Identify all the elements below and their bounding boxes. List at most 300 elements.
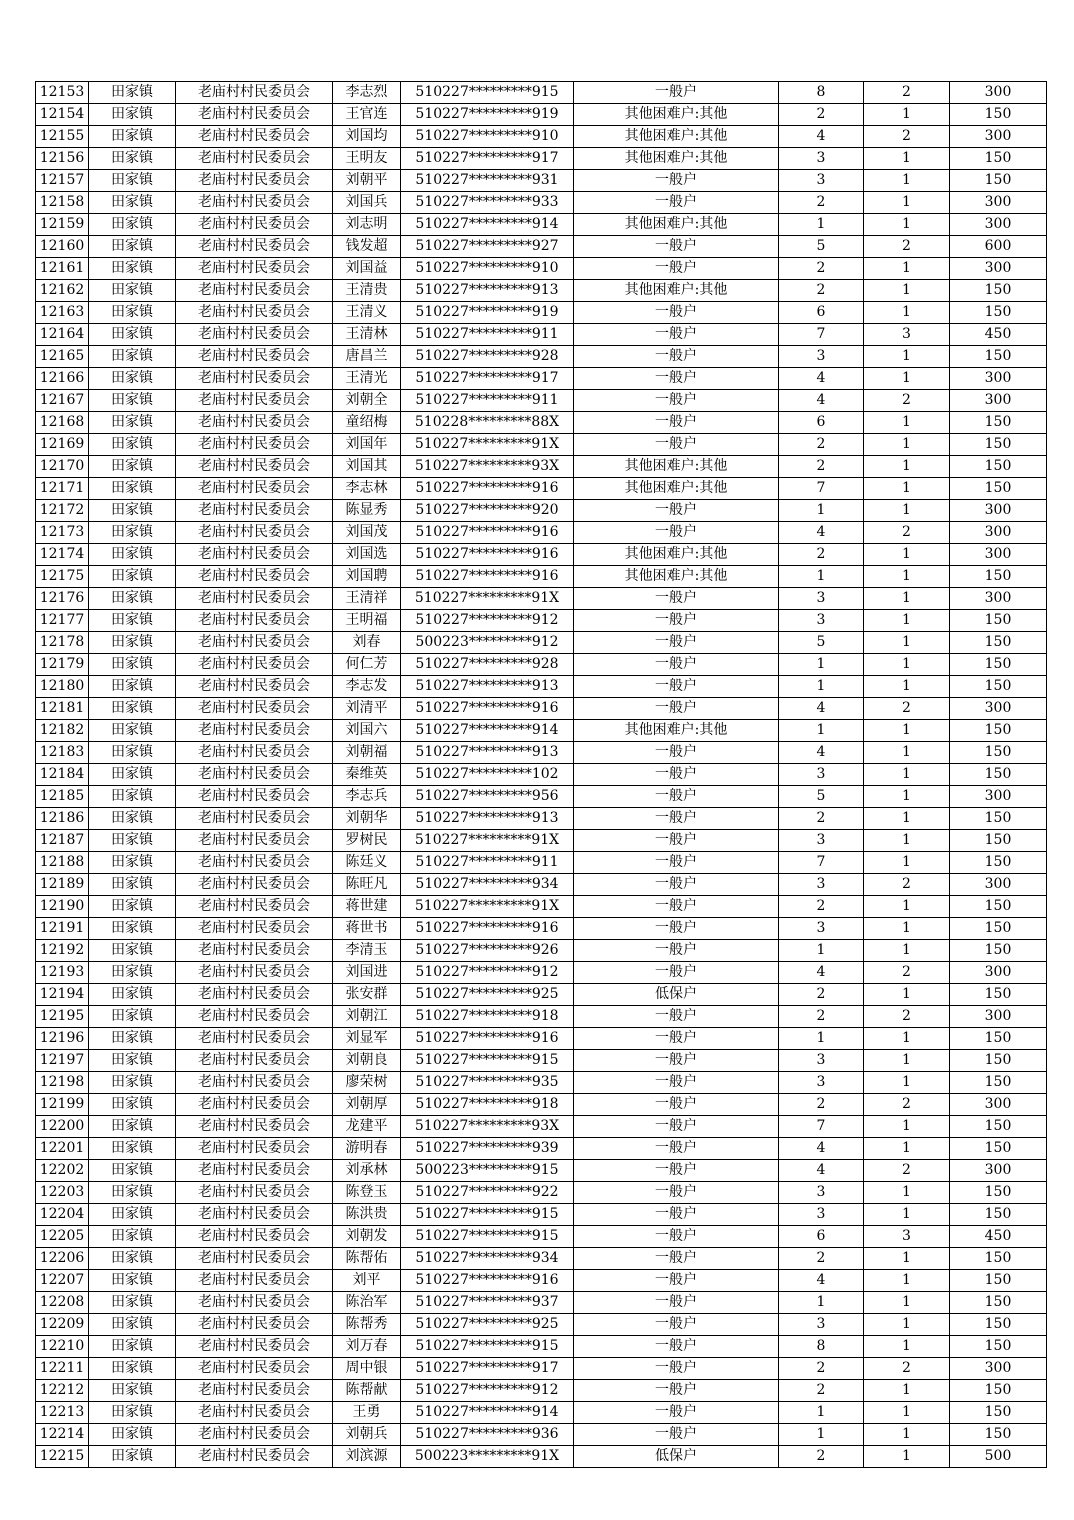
cell-household-type: 一般户	[574, 610, 779, 632]
cell-town: 田家镇	[89, 1028, 176, 1050]
cell-village: 老庙村村民委员会	[176, 1226, 333, 1248]
cell-village: 老庙村村民委员会	[176, 984, 333, 1006]
cell-id-number: 510227*********915	[401, 1204, 574, 1226]
cell-name: 唐昌兰	[333, 346, 401, 368]
cell-amount: 600	[950, 236, 1047, 258]
cell-amount: 300	[950, 588, 1047, 610]
cell-count: 1	[864, 1402, 950, 1424]
cell-household-type: 一般户	[574, 852, 779, 874]
cell-count: 1	[864, 478, 950, 500]
cell-village: 老庙村村民委员会	[176, 1314, 333, 1336]
cell-amount: 300	[950, 500, 1047, 522]
cell-household-type: 其他困难户:其他	[574, 478, 779, 500]
table-row	[36, 984, 1047, 1006]
cell-serial: 12214	[36, 1424, 89, 1446]
cell-household-type: 一般户	[574, 1028, 779, 1050]
cell-count: 1	[864, 1050, 950, 1072]
cell-id-number: 510227*********919	[401, 302, 574, 324]
cell-id-number: 510227*********916	[401, 544, 574, 566]
cell-household-size: 1	[779, 1292, 864, 1314]
cell-town: 田家镇	[89, 764, 176, 786]
cell-name: 刘朝平	[333, 170, 401, 192]
cell-id-number: 510227*********917	[401, 368, 574, 390]
cell-id-number: 500223*********912	[401, 632, 574, 654]
cell-household-type: 一般户	[574, 1292, 779, 1314]
cell-id-number: 510227*********93X	[401, 456, 574, 478]
cell-count: 1	[864, 456, 950, 478]
cell-count: 1	[864, 918, 950, 940]
cell-serial: 12215	[36, 1446, 89, 1468]
cell-id-number: 510227*********916	[401, 1028, 574, 1050]
cell-village: 老庙村村民委员会	[176, 368, 333, 390]
table-row	[36, 478, 1047, 500]
cell-id-number: 510227*********916	[401, 918, 574, 940]
cell-household-size: 1	[779, 1028, 864, 1050]
cell-household-size: 3	[779, 1182, 864, 1204]
table-row	[36, 588, 1047, 610]
table-row	[36, 1204, 1047, 1226]
cell-count: 2	[864, 1358, 950, 1380]
cell-name: 陈旺凡	[333, 874, 401, 896]
cell-household-size: 5	[779, 786, 864, 808]
table-row	[36, 148, 1047, 170]
cell-name: 刘国进	[333, 962, 401, 984]
cell-id-number: 510227*********91X	[401, 434, 574, 456]
cell-town: 田家镇	[89, 654, 176, 676]
cell-household-size: 2	[779, 1446, 864, 1468]
cell-household-size: 2	[779, 544, 864, 566]
cell-town: 田家镇	[89, 1402, 176, 1424]
cell-town: 田家镇	[89, 1094, 176, 1116]
cell-amount: 150	[950, 764, 1047, 786]
cell-town: 田家镇	[89, 874, 176, 896]
table-row	[36, 1028, 1047, 1050]
cell-id-number: 500223*********91X	[401, 1446, 574, 1468]
table-row	[36, 940, 1047, 962]
cell-town: 田家镇	[89, 500, 176, 522]
cell-household-type: 一般户	[574, 1182, 779, 1204]
cell-household-type: 一般户	[574, 1138, 779, 1160]
table-row	[36, 896, 1047, 918]
cell-serial: 12182	[36, 720, 89, 742]
cell-household-type: 其他困难户:其他	[574, 280, 779, 302]
cell-count: 1	[864, 1270, 950, 1292]
cell-village: 老庙村村民委员会	[176, 456, 333, 478]
table-row	[36, 962, 1047, 984]
cell-id-number: 510227*********917	[401, 148, 574, 170]
cell-serial: 12157	[36, 170, 89, 192]
cell-id-number: 510227*********933	[401, 192, 574, 214]
cell-serial: 12173	[36, 522, 89, 544]
cell-village: 老庙村村民委员会	[176, 522, 333, 544]
cell-household-size: 2	[779, 1094, 864, 1116]
cell-village: 老庙村村民委员会	[176, 676, 333, 698]
cell-town: 田家镇	[89, 1204, 176, 1226]
cell-town: 田家镇	[89, 302, 176, 324]
cell-household-size: 1	[779, 500, 864, 522]
cell-id-number: 510227*********916	[401, 478, 574, 500]
cell-village: 老庙村村民委员会	[176, 104, 333, 126]
cell-amount: 150	[950, 1050, 1047, 1072]
cell-serial: 12174	[36, 544, 89, 566]
table-row	[36, 82, 1047, 104]
cell-name: 王清林	[333, 324, 401, 346]
cell-id-number: 510227*********911	[401, 324, 574, 346]
cell-amount: 300	[950, 368, 1047, 390]
cell-serial: 12206	[36, 1248, 89, 1270]
table-row	[36, 632, 1047, 654]
cell-count: 1	[864, 632, 950, 654]
cell-name: 蒋世书	[333, 918, 401, 940]
cell-village: 老庙村村民委员会	[176, 434, 333, 456]
cell-household-type: 一般户	[574, 676, 779, 698]
cell-household-type: 一般户	[574, 808, 779, 830]
cell-name: 王明福	[333, 610, 401, 632]
cell-village: 老庙村村民委员会	[176, 1248, 333, 1270]
cell-amount: 150	[950, 632, 1047, 654]
cell-serial: 12183	[36, 742, 89, 764]
cell-household-size: 4	[779, 522, 864, 544]
cell-amount: 450	[950, 1226, 1047, 1248]
cell-id-number: 510227*********922	[401, 1182, 574, 1204]
cell-amount: 150	[950, 434, 1047, 456]
cell-household-type: 一般户	[574, 830, 779, 852]
cell-count: 1	[864, 1204, 950, 1226]
cell-serial: 12177	[36, 610, 89, 632]
cell-serial: 12170	[36, 456, 89, 478]
cell-serial: 12208	[36, 1292, 89, 1314]
cell-name: 李志林	[333, 478, 401, 500]
table-row	[36, 324, 1047, 346]
cell-household-size: 3	[779, 1050, 864, 1072]
cell-amount: 150	[950, 918, 1047, 940]
cell-amount: 150	[950, 104, 1047, 126]
cell-amount: 150	[950, 852, 1047, 874]
cell-id-number: 510227*********913	[401, 676, 574, 698]
cell-serial: 12202	[36, 1160, 89, 1182]
table-row	[36, 720, 1047, 742]
cell-name: 蒋世建	[333, 896, 401, 918]
cell-serial: 12211	[36, 1358, 89, 1380]
cell-serial: 12209	[36, 1314, 89, 1336]
cell-serial: 12178	[36, 632, 89, 654]
cell-count: 1	[864, 302, 950, 324]
cell-household-size: 1	[779, 1402, 864, 1424]
table-row	[36, 1424, 1047, 1446]
cell-household-size: 4	[779, 1138, 864, 1160]
cell-name: 刘国选	[333, 544, 401, 566]
cell-household-type: 一般户	[574, 1160, 779, 1182]
cell-count: 2	[864, 390, 950, 412]
cell-amount: 300	[950, 1160, 1047, 1182]
cell-count: 1	[864, 1424, 950, 1446]
cell-village: 老庙村村民委员会	[176, 170, 333, 192]
cell-household-type: 一般户	[574, 82, 779, 104]
cell-town: 田家镇	[89, 544, 176, 566]
cell-household-type: 一般户	[574, 588, 779, 610]
cell-household-type: 一般户	[574, 302, 779, 324]
cell-town: 田家镇	[89, 104, 176, 126]
cell-village: 老庙村村民委员会	[176, 610, 333, 632]
cell-village: 老庙村村民委员会	[176, 544, 333, 566]
cell-id-number: 510227*********916	[401, 1270, 574, 1292]
cell-id-number: 510227*********926	[401, 940, 574, 962]
cell-name: 王清贵	[333, 280, 401, 302]
cell-household-size: 3	[779, 764, 864, 786]
cell-serial: 12155	[36, 126, 89, 148]
cell-household-type: 一般户	[574, 1006, 779, 1028]
cell-id-number: 510227*********934	[401, 1248, 574, 1270]
cell-id-number: 510227*********913	[401, 808, 574, 830]
cell-count: 1	[864, 1314, 950, 1336]
cell-count: 1	[864, 258, 950, 280]
cell-village: 老庙村村民委员会	[176, 1292, 333, 1314]
cell-amount: 150	[950, 808, 1047, 830]
cell-village: 老庙村村民委员会	[176, 852, 333, 874]
cell-name: 刘国兵	[333, 192, 401, 214]
cell-household-size: 6	[779, 302, 864, 324]
cell-town: 田家镇	[89, 1138, 176, 1160]
cell-household-size: 3	[779, 610, 864, 632]
cell-household-size: 2	[779, 258, 864, 280]
cell-town: 田家镇	[89, 148, 176, 170]
cell-name: 刘国其	[333, 456, 401, 478]
cell-id-number: 510227*********935	[401, 1072, 574, 1094]
cell-count: 1	[864, 1446, 950, 1468]
table-row	[36, 610, 1047, 632]
cell-village: 老庙村村民委员会	[176, 654, 333, 676]
cell-count: 2	[864, 874, 950, 896]
cell-amount: 150	[950, 1292, 1047, 1314]
table-row	[36, 1072, 1047, 1094]
cell-village: 老庙村村民委员会	[176, 786, 333, 808]
cell-id-number: 510227*********915	[401, 1226, 574, 1248]
cell-amount: 150	[950, 1116, 1047, 1138]
cell-household-type: 一般户	[574, 522, 779, 544]
table-row	[36, 742, 1047, 764]
cell-id-number: 510227*********939	[401, 1138, 574, 1160]
cell-household-type: 一般户	[574, 896, 779, 918]
cell-town: 田家镇	[89, 632, 176, 654]
cell-household-size: 2	[779, 1358, 864, 1380]
cell-household-type: 其他困难户:其他	[574, 148, 779, 170]
cell-household-size: 5	[779, 236, 864, 258]
cell-serial: 12169	[36, 434, 89, 456]
cell-household-type: 一般户	[574, 346, 779, 368]
cell-count: 1	[864, 500, 950, 522]
cell-town: 田家镇	[89, 1248, 176, 1270]
table-row	[36, 566, 1047, 588]
table-row	[36, 830, 1047, 852]
cell-id-number: 510227*********912	[401, 610, 574, 632]
cell-id-number: 510227*********920	[401, 500, 574, 522]
cell-name: 陈治军	[333, 1292, 401, 1314]
cell-village: 老庙村村民委员会	[176, 720, 333, 742]
cell-household-type: 一般户	[574, 324, 779, 346]
cell-town: 田家镇	[89, 1116, 176, 1138]
cell-serial: 12158	[36, 192, 89, 214]
cell-village: 老庙村村民委员会	[176, 566, 333, 588]
cell-household-type: 一般户	[574, 258, 779, 280]
cell-amount: 300	[950, 192, 1047, 214]
cell-household-size: 7	[779, 478, 864, 500]
cell-town: 田家镇	[89, 258, 176, 280]
cell-village: 老庙村村民委员会	[176, 126, 333, 148]
cell-village: 老庙村村民委员会	[176, 236, 333, 258]
table-row	[36, 368, 1047, 390]
cell-household-size: 6	[779, 412, 864, 434]
cell-household-size: 4	[779, 698, 864, 720]
cell-id-number: 510227*********915	[401, 1336, 574, 1358]
cell-town: 田家镇	[89, 676, 176, 698]
cell-count: 1	[864, 852, 950, 874]
cell-town: 田家镇	[89, 214, 176, 236]
cell-town: 田家镇	[89, 1270, 176, 1292]
cell-name: 陈洪贵	[333, 1204, 401, 1226]
cell-household-type: 一般户	[574, 1050, 779, 1072]
cell-amount: 300	[950, 874, 1047, 896]
cell-name: 王清光	[333, 368, 401, 390]
cell-count: 2	[864, 236, 950, 258]
cell-town: 田家镇	[89, 1314, 176, 1336]
cell-name: 李志兵	[333, 786, 401, 808]
cell-town: 田家镇	[89, 808, 176, 830]
cell-serial: 12193	[36, 962, 89, 984]
cell-household-size: 1	[779, 1424, 864, 1446]
cell-name: 刘清平	[333, 698, 401, 720]
cell-town: 田家镇	[89, 478, 176, 500]
cell-name: 廖荣树	[333, 1072, 401, 1094]
cell-household-size: 3	[779, 346, 864, 368]
cell-town: 田家镇	[89, 368, 176, 390]
cell-amount: 500	[950, 1446, 1047, 1468]
cell-count: 1	[864, 280, 950, 302]
cell-name: 刘朝华	[333, 808, 401, 830]
cell-serial: 12180	[36, 676, 89, 698]
cell-id-number: 510227*********916	[401, 698, 574, 720]
cell-village: 老庙村村民委员会	[176, 1028, 333, 1050]
cell-id-number: 510227*********911	[401, 852, 574, 874]
cell-town: 田家镇	[89, 456, 176, 478]
cell-amount: 150	[950, 412, 1047, 434]
cell-village: 老庙村村民委员会	[176, 148, 333, 170]
cell-name: 王明友	[333, 148, 401, 170]
table-row	[36, 236, 1047, 258]
cell-serial: 12190	[36, 896, 89, 918]
cell-village: 老庙村村民委员会	[176, 1402, 333, 1424]
table-row	[36, 258, 1047, 280]
cell-name: 周中银	[333, 1358, 401, 1380]
cell-amount: 150	[950, 148, 1047, 170]
table-row	[36, 1226, 1047, 1248]
cell-amount: 150	[950, 478, 1047, 500]
cell-amount: 300	[950, 698, 1047, 720]
cell-household-size: 7	[779, 1116, 864, 1138]
cell-count: 1	[864, 742, 950, 764]
cell-town: 田家镇	[89, 1050, 176, 1072]
cell-serial: 12186	[36, 808, 89, 830]
cell-amount: 150	[950, 346, 1047, 368]
cell-name: 刘国茂	[333, 522, 401, 544]
cell-household-size: 1	[779, 214, 864, 236]
cell-amount: 150	[950, 170, 1047, 192]
table-row	[36, 676, 1047, 698]
table-row	[36, 1116, 1047, 1138]
cell-village: 老庙村村民委员会	[176, 1116, 333, 1138]
cell-town: 田家镇	[89, 280, 176, 302]
cell-count: 1	[864, 896, 950, 918]
cell-amount: 150	[950, 1270, 1047, 1292]
cell-household-size: 1	[779, 720, 864, 742]
cell-name: 刘国益	[333, 258, 401, 280]
cell-village: 老庙村村民委员会	[176, 1446, 333, 1468]
cell-id-number: 510227*********914	[401, 1402, 574, 1424]
cell-amount: 150	[950, 1402, 1047, 1424]
cell-serial: 12172	[36, 500, 89, 522]
cell-village: 老庙村村民委员会	[176, 214, 333, 236]
cell-name: 钱发超	[333, 236, 401, 258]
cell-serial: 12154	[36, 104, 89, 126]
cell-town: 田家镇	[89, 1358, 176, 1380]
table-row	[36, 874, 1047, 896]
cell-count: 1	[864, 566, 950, 588]
subsidy-table	[35, 81, 1047, 1468]
cell-household-type: 一般户	[574, 962, 779, 984]
cell-name: 何仁芳	[333, 654, 401, 676]
cell-household-size: 2	[779, 1248, 864, 1270]
cell-amount: 300	[950, 82, 1047, 104]
cell-id-number: 510227*********910	[401, 258, 574, 280]
table-row	[36, 1402, 1047, 1424]
cell-amount: 150	[950, 720, 1047, 742]
cell-serial: 12165	[36, 346, 89, 368]
cell-village: 老庙村村民委员会	[176, 588, 333, 610]
cell-household-type: 其他困难户:其他	[574, 126, 779, 148]
cell-amount: 150	[950, 610, 1047, 632]
cell-amount: 150	[950, 896, 1047, 918]
cell-household-type: 一般户	[574, 1226, 779, 1248]
cell-count: 1	[864, 984, 950, 1006]
cell-count: 1	[864, 148, 950, 170]
cell-household-size: 2	[779, 280, 864, 302]
cell-village: 老庙村村民委员会	[176, 280, 333, 302]
cell-village: 老庙村村民委员会	[176, 632, 333, 654]
cell-town: 田家镇	[89, 940, 176, 962]
cell-count: 2	[864, 1094, 950, 1116]
cell-village: 老庙村村民委员会	[176, 390, 333, 412]
cell-serial: 12198	[36, 1072, 89, 1094]
cell-serial: 12167	[36, 390, 89, 412]
cell-id-number: 510227*********91X	[401, 896, 574, 918]
cell-count: 2	[864, 698, 950, 720]
cell-town: 田家镇	[89, 698, 176, 720]
cell-household-size: 5	[779, 632, 864, 654]
cell-count: 1	[864, 764, 950, 786]
cell-household-type: 一般户	[574, 918, 779, 940]
cell-amount: 150	[950, 1138, 1047, 1160]
cell-name: 张安群	[333, 984, 401, 1006]
cell-town: 田家镇	[89, 1424, 176, 1446]
cell-name: 刘志明	[333, 214, 401, 236]
cell-serial: 12164	[36, 324, 89, 346]
cell-town: 田家镇	[89, 962, 176, 984]
cell-household-size: 1	[779, 654, 864, 676]
cell-town: 田家镇	[89, 1226, 176, 1248]
cell-serial: 12161	[36, 258, 89, 280]
cell-amount: 150	[950, 1204, 1047, 1226]
cell-name: 李志烈	[333, 82, 401, 104]
cell-count: 1	[864, 192, 950, 214]
